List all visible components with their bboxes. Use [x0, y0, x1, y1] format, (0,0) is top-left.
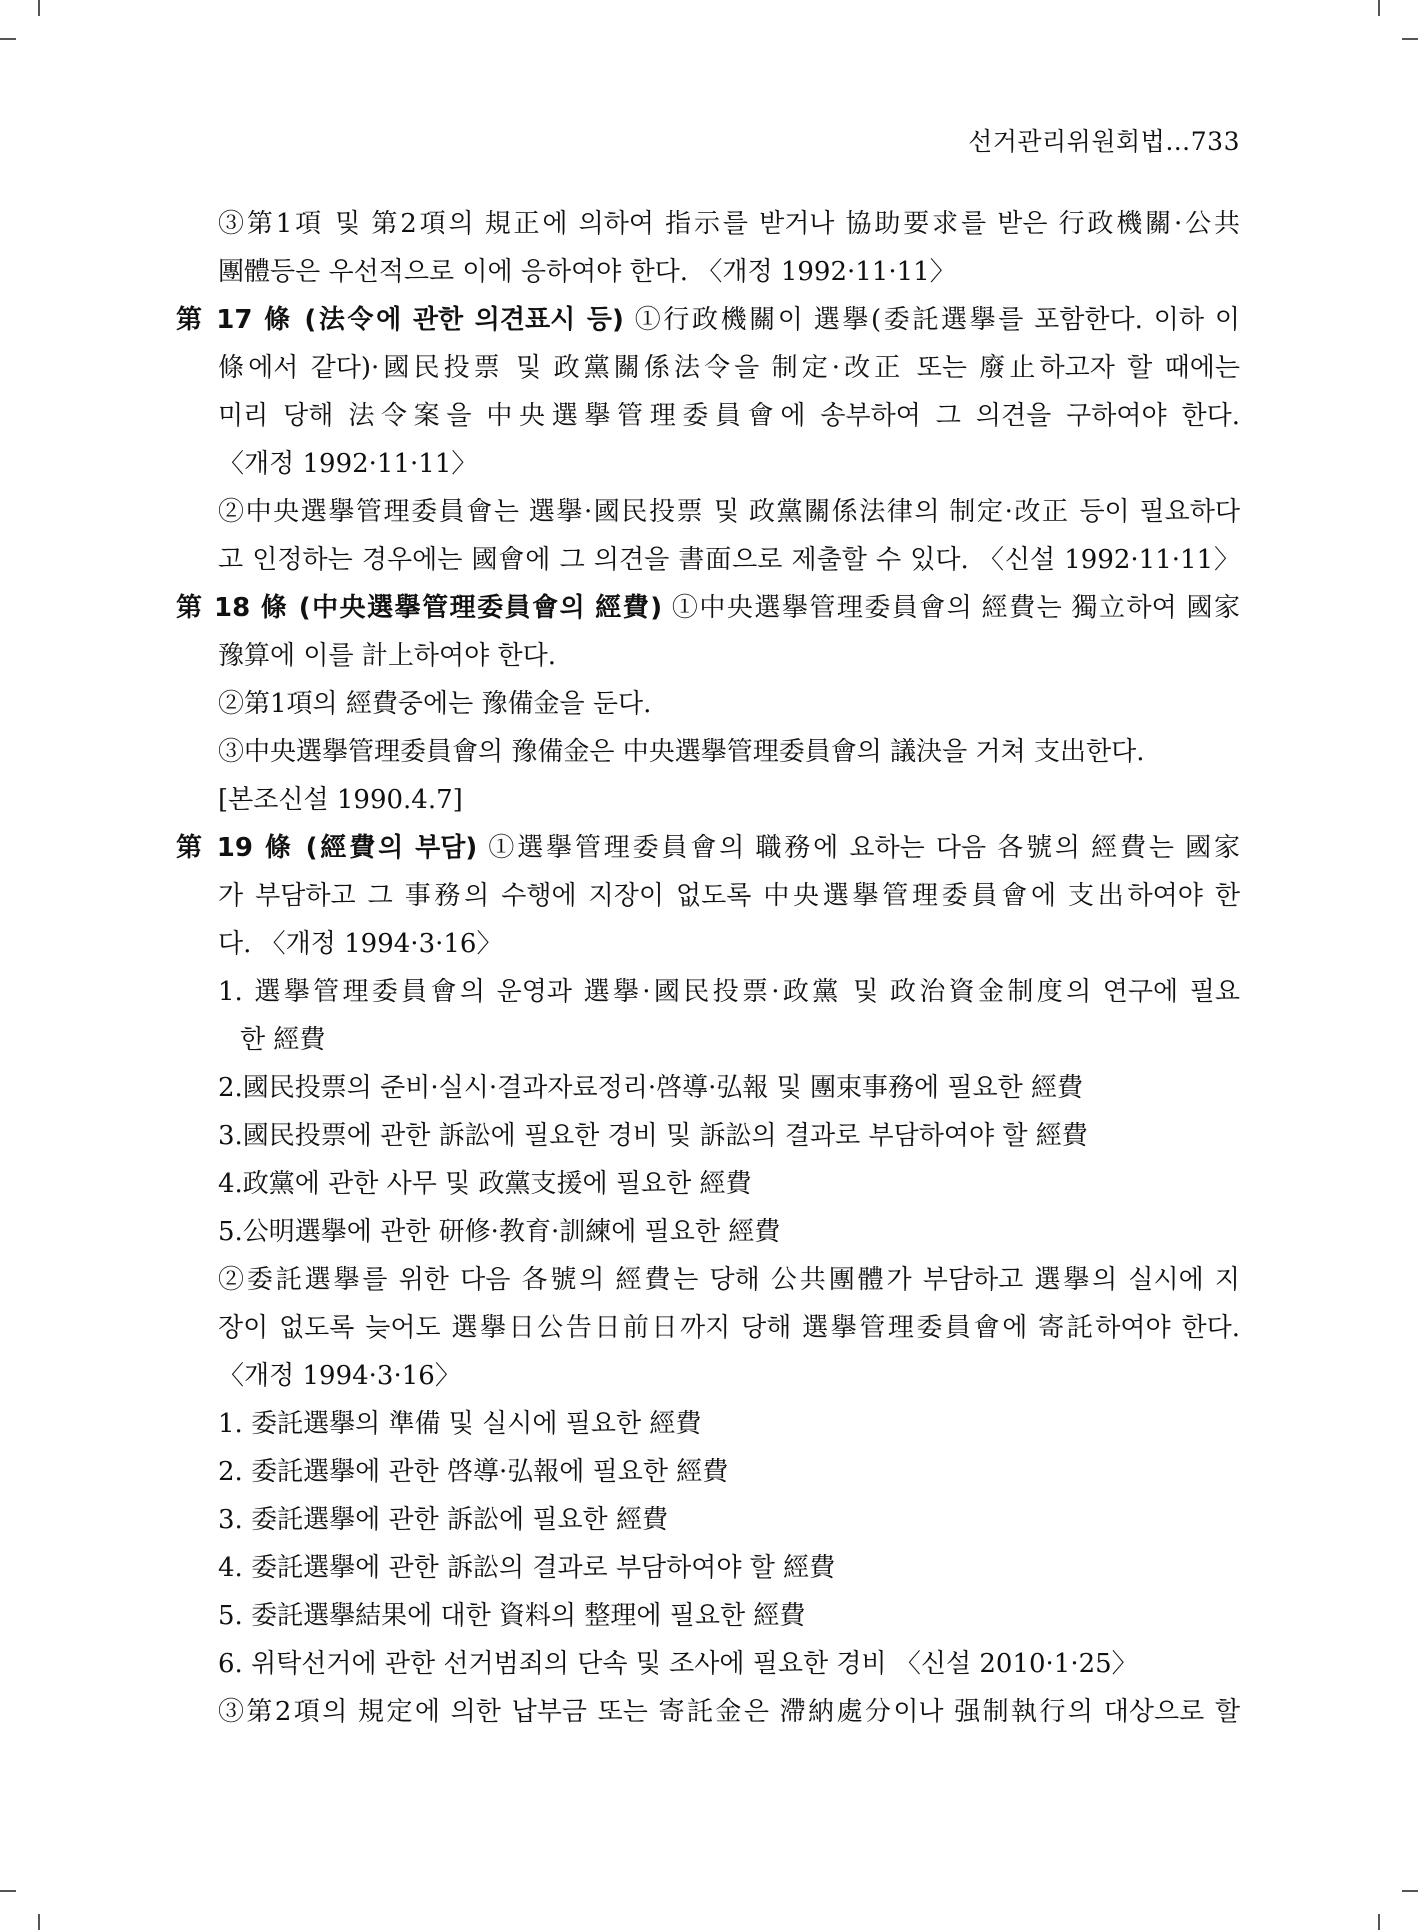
list-item-continued: 한 經費 — [240, 1025, 326, 1055]
crop-mark — [38, 0, 40, 16]
crop-mark — [38, 1914, 40, 1930]
crop-mark — [1378, 0, 1380, 16]
crop-mark — [1402, 38, 1418, 40]
paragraph-line: [본조신설 1990.4.7] — [218, 785, 463, 815]
article-title: 第 17 條 (法令에 관한 의견표시 등) — [176, 305, 624, 335]
crop-mark — [1402, 1890, 1418, 1892]
crop-mark — [1378, 1914, 1380, 1930]
paragraph-line: 〈개정 1992·11·11〉 — [218, 449, 478, 479]
list-item: 4.政黨에 관한 사무 및 政黨支援에 필요한 經費 — [218, 1169, 752, 1199]
article-title: 第 19 條 (經費의 부담) — [176, 833, 478, 863]
article-title: 第 18 條 (中央選擧管理委員會의 經費) — [176, 593, 663, 623]
paragraph-line: 다. 〈개정 1994·3·16〉 — [218, 929, 503, 959]
article-text: ①行政機關이 選擧(委託選擧를 포함한다. 이하 이 — [623, 305, 1241, 335]
paragraph-line: ③第2項의 規定에 의한 납부금 또는 寄託金은 滯納處分이나 强制執行의 대상으로 할 — [218, 1697, 1240, 1727]
paragraph-line: ③中央選擧管理委員會의 豫備金은 中央選擧管理委員會의 議決을 거쳐 支出한다. — [218, 737, 1145, 767]
paragraph-line: 고 인정하는 경우에는 國會에 그 의견을 書面으로 제출할 수 있다. 〈신설 1992·11·11〉 — [218, 545, 1240, 575]
list-item: 2. 委託選擧에 관한 啓導·弘報에 필요한 經費 — [218, 1457, 729, 1487]
article-text: ①選擧管理委員會의 職務에 요하는 다음 各號의 經費는 國家 — [477, 833, 1240, 863]
paragraph-line: 미리 당해 法令案을 中央選擧管理委員會에 송부하여 그 의견을 구하여야 한다. — [218, 401, 1240, 431]
paragraph-line: ②委託選擧를 위한 다음 各號의 經費는 당해 公共團體가 부담하고 選擧의 실시에 지 — [218, 1265, 1240, 1295]
list-item: 5. 委託選擧結果에 대한 資料의 整理에 필요한 經費 — [218, 1601, 806, 1631]
list-item: 3.國民投票에 관한 訴訟에 필요한 경비 및 訴訟의 결과로 부담하여야 할 經費 — [218, 1121, 1088, 1151]
running-header: 선거관리위원회법…733 — [968, 127, 1240, 156]
list-item: 5.公明選擧에 관한 研修·教育·訓練에 필요한 經費 — [218, 1217, 781, 1247]
crop-mark — [0, 1890, 16, 1892]
article-19-heading — [176, 824, 1240, 872]
list-item: 1. 委託選擧의 準備 및 실시에 필요한 經費 — [218, 1409, 702, 1439]
paragraph-line: 〈개정 1994·3·16〉 — [218, 1361, 461, 1391]
paragraph-line: 條에서 같다)·國民投票 및 政黨關係法令을 制定·改正 또는 廢止하고자 할 때에는 — [218, 353, 1240, 383]
list-item: 4. 委託選擧에 관한 訴訟의 결과로 부담하여야 할 經費 — [218, 1553, 836, 1583]
paragraph-line: ②中央選擧管理委員會는 選擧·國民投票 및 政黨關係法律의 制定·改正 등이 필요하다 — [218, 497, 1240, 527]
list-item: 1. 選擧管理委員會의 운영과 選擧·國民投票·政黨 및 政治資金制度의 연구에 필요 — [218, 977, 1240, 1007]
article-17-heading — [176, 296, 1240, 344]
paragraph-line: ②第1項의 經費중에는 豫備金을 둔다. — [218, 689, 652, 719]
article-18-heading — [176, 584, 1240, 632]
page-body — [176, 200, 1240, 1736]
list-item: 2.國民投票의 준비·실시·결과자료정리·啓導·弘報 및 團束事務에 필요한 經費 — [218, 1073, 1084, 1103]
paragraph-line: ③第1項 및 第2項의 規正에 의하여 指示를 받거나 協助要求를 받은 行政機關·公共 — [218, 209, 1240, 239]
crop-mark — [0, 38, 16, 40]
paragraph-line: 가 부담하고 그 事務의 수행에 지장이 없도록 中央選擧管理委員會에 支出하여야 한 — [218, 881, 1240, 911]
paragraph-line: 장이 없도록 늦어도 選擧日公告日前日까지 당해 選擧管理委員會에 寄託하여야 한다. — [218, 1313, 1240, 1343]
article-text: ①中央選擧管理委員會의 經費는 獨立하여 國家 — [662, 593, 1240, 623]
paragraph-line: 團體등은 우선적으로 이에 응하여야 한다. 〈개정 1992·11·11〉 — [218, 257, 956, 287]
paragraph-line: 豫算에 이를 計上하여야 한다. — [218, 641, 556, 671]
list-item: 3. 委託選擧에 관한 訴訟에 필요한 經費 — [218, 1505, 668, 1535]
list-item: 6. 위탁선거에 관한 선거범죄의 단속 및 조사에 필요한 경비 〈신설 2010·1·25〉 — [218, 1649, 1138, 1679]
